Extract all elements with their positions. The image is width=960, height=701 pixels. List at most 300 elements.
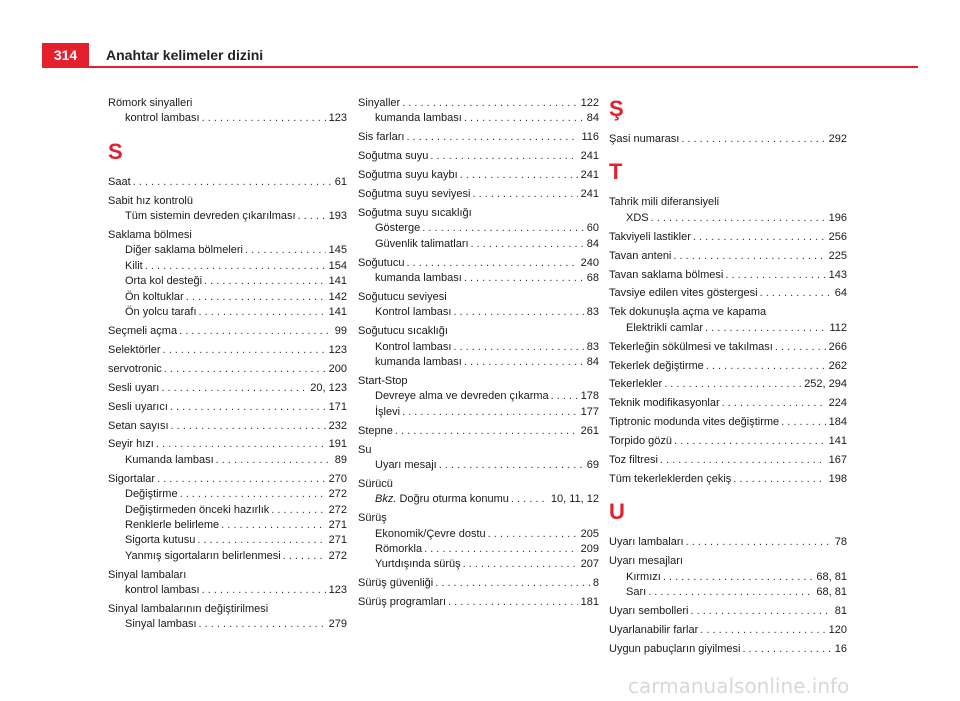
leader-dots	[773, 340, 826, 355]
index-entry	[358, 576, 599, 591]
entry-pages: 143	[828, 268, 847, 281]
entry-pages: 16	[834, 642, 847, 655]
entry-term: Soğutucu	[358, 256, 405, 269]
index-entry	[609, 623, 847, 638]
sub-entry-row	[358, 355, 599, 370]
index-entry	[609, 340, 847, 355]
sub-entry-pages: 68, 81	[816, 570, 847, 583]
index-entry	[609, 434, 847, 449]
leader-dots	[159, 381, 307, 396]
sub-entry-row	[108, 290, 347, 305]
sub-entry-pages: 193	[328, 210, 347, 223]
sub-entry-term	[375, 111, 462, 126]
sub-entry-term	[626, 211, 649, 226]
entry-pages: 232	[328, 419, 347, 432]
sub-entry-term	[375, 527, 486, 542]
sub-entry-row	[358, 542, 599, 557]
sub-entry-text: Elektrikli camlar	[626, 321, 704, 334]
index-column-3	[609, 96, 847, 657]
leader-dots	[471, 187, 578, 202]
sub-entry-text: Kontrol lambası	[375, 340, 452, 353]
entry-term: Tavan anteni	[609, 249, 672, 262]
sub-entry-term	[375, 542, 422, 557]
index-entry	[108, 175, 347, 190]
sub-entry-pages: 123	[328, 584, 347, 597]
sub-entry-pages: 112	[829, 321, 847, 334]
entry-pages: 262	[828, 359, 847, 372]
index-entry	[609, 604, 847, 619]
leader-dots	[178, 487, 326, 502]
entry-row	[358, 187, 599, 202]
leader-dots	[404, 256, 577, 271]
entry-term: Uyarı lambaları	[609, 536, 684, 549]
sub-entry-text: kumanda lambası	[375, 356, 462, 369]
entry-pages: 241	[580, 169, 599, 182]
sub-entry-pages: 196	[828, 211, 847, 224]
leader-dots	[281, 549, 326, 564]
entry-row	[609, 472, 847, 487]
entry-pages: 240	[580, 256, 599, 269]
sub-entry-pages: 84	[586, 237, 599, 250]
sub-entry-text: Renklerle belirleme	[125, 518, 220, 531]
index-entry	[358, 374, 599, 420]
sub-entry-row	[358, 389, 599, 404]
entry-pages: 81	[834, 605, 847, 618]
index-entry	[609, 305, 847, 336]
entry-term: Sesli uyarı	[108, 381, 160, 394]
leader-dots	[704, 359, 826, 374]
entry-pages: 116	[581, 131, 599, 144]
leader-dots	[269, 503, 325, 518]
leader-dots	[446, 595, 578, 610]
leader-dots	[195, 533, 325, 548]
entry-term: Sürüş	[358, 512, 387, 525]
sub-entry-pages: 60	[586, 222, 599, 235]
entry-term: Sürücü	[358, 477, 393, 490]
sub-entry-text: Gösterge	[375, 222, 421, 235]
entry-term: Sürüş programları	[358, 596, 447, 609]
sub-entry-row	[609, 585, 847, 600]
sub-entry-pages: 142	[328, 290, 347, 303]
sub-entry-row	[358, 492, 599, 507]
entry-term: Sinyal lambaları	[108, 568, 187, 581]
sub-entry-text: Ön koltuklar	[125, 290, 184, 303]
section-letter: U	[609, 499, 625, 525]
index-entry	[609, 415, 847, 430]
entry-term: Tiptronic modunda vites değiştirme	[609, 416, 780, 429]
entry-row	[108, 602, 347, 617]
leader-dots	[649, 211, 826, 226]
sub-entry-term	[375, 271, 462, 286]
sub-entry-row	[108, 274, 347, 289]
watermark: carmanualsonline.info	[628, 674, 850, 698]
entry-term: Sinyaller	[358, 97, 401, 109]
sub-entry-row	[108, 518, 347, 533]
see-also-prefix: Bkz.	[375, 493, 397, 506]
index-entry	[108, 228, 347, 320]
sub-entry-term	[125, 533, 195, 548]
leader-dots	[672, 434, 826, 449]
index-entry	[609, 554, 847, 600]
leader-dots	[549, 389, 578, 404]
entry-pages: 224	[828, 397, 847, 410]
entry-pages: 252, 294	[804, 378, 847, 391]
entry-row	[609, 396, 847, 411]
index-entry	[358, 511, 599, 573]
entry-term: Saklama bölmesi	[108, 229, 192, 242]
sub-entry-row	[358, 111, 599, 126]
sub-entry-row	[108, 209, 347, 224]
entry-pages: 198	[828, 473, 847, 485]
sub-entry-pages: 272	[328, 549, 347, 562]
entry-term: Sabit hız kontrolü	[108, 194, 193, 207]
entry-row	[358, 374, 599, 389]
entry-row	[609, 286, 847, 301]
sub-entry-text: Sinyal lambası	[125, 618, 197, 631]
sub-entry-text: Kilit	[125, 259, 143, 272]
entry-row	[108, 437, 347, 452]
leader-dots	[662, 377, 801, 392]
sub-entry-text: Ekonomik/Çevre dostu	[375, 527, 486, 540]
page-number: 314	[42, 43, 89, 67]
entry-row	[108, 175, 347, 190]
sub-entry-term	[375, 221, 420, 236]
leader-dots	[723, 268, 825, 283]
index-column-1	[108, 96, 347, 633]
leader-dots	[684, 535, 832, 550]
index-entry	[108, 343, 347, 358]
leader-dots	[169, 419, 326, 434]
leader-dots	[197, 305, 326, 320]
sub-entry-pages: 84	[586, 112, 599, 125]
sub-entry-text: Yurtdışında sürüş	[375, 558, 461, 571]
leader-dots	[428, 149, 577, 164]
sub-entry-term	[125, 290, 184, 305]
index-entry	[358, 443, 599, 474]
index-entry	[108, 437, 347, 468]
leader-dots	[469, 237, 584, 252]
index-entry	[609, 195, 847, 226]
leader-dots	[731, 472, 825, 487]
sub-entry-pages: 83	[586, 306, 599, 319]
index-entry	[609, 642, 847, 657]
leader-dots	[214, 453, 332, 468]
entry-term: Soğutma suyu seviyesi	[358, 188, 471, 201]
header-rule	[42, 66, 918, 68]
sub-entry-row	[108, 487, 347, 502]
sub-entry-term	[125, 549, 281, 564]
entry-pages: 8	[592, 577, 599, 590]
entry-row	[609, 305, 847, 320]
sub-entry-term	[125, 259, 143, 274]
entry-term: Sis farları	[358, 131, 405, 144]
entry-row	[108, 400, 347, 415]
entry-term: Torpido gözü	[609, 435, 672, 448]
leader-dots	[646, 585, 813, 600]
sub-entry-row	[108, 549, 347, 564]
sub-entry-row	[358, 271, 599, 286]
entry-row	[358, 206, 599, 221]
entry-term: Teknik modifikasyonlar	[609, 397, 720, 410]
entry-row	[609, 453, 847, 468]
entry-row	[609, 535, 847, 550]
entry-row	[358, 130, 599, 145]
entry-row	[108, 568, 347, 583]
leader-dots	[486, 527, 578, 542]
entry-pages: 181	[580, 596, 599, 609]
index-entry	[358, 324, 599, 370]
entry-term: Su	[358, 443, 372, 456]
entry-row	[358, 595, 599, 610]
entry-pages: 122	[580, 97, 599, 109]
leader-dots	[509, 492, 548, 507]
entry-pages: 99	[334, 324, 347, 337]
entry-term: Setan sayısı	[108, 419, 169, 432]
entry-pages: 141	[828, 435, 847, 448]
leader-dots	[691, 230, 826, 245]
entry-term: Tavan saklama bölmesi	[609, 268, 724, 281]
entry-pages: 167	[828, 454, 847, 467]
leader-dots	[451, 340, 583, 355]
entry-row	[609, 415, 847, 430]
entry-term: Saat	[108, 175, 131, 188]
leader-dots	[154, 437, 326, 452]
index-entry	[358, 149, 599, 164]
leader-dots	[461, 557, 578, 572]
entry-term: Soğutma suyu	[358, 150, 429, 163]
sub-entry-row	[108, 453, 347, 468]
sub-entry-term	[125, 243, 243, 258]
sub-entry-text: Kumanda lambası	[125, 453, 214, 466]
sub-entry-pages: 271	[328, 534, 347, 547]
index-entry	[358, 187, 599, 202]
sub-entry-text: Römorkla	[375, 543, 423, 556]
leader-dots	[200, 583, 326, 598]
sub-entry-row	[108, 259, 347, 274]
sub-entry-text: XDS	[626, 211, 649, 224]
sub-entry-pages: 68	[586, 272, 599, 285]
entry-row	[358, 256, 599, 271]
sub-entry-pages: 123	[328, 112, 347, 125]
leader-dots	[703, 321, 826, 336]
entry-term: servotronic	[108, 362, 162, 375]
entry-row	[358, 424, 599, 439]
sub-entry-row	[108, 533, 347, 548]
leader-dots	[758, 286, 832, 301]
index-entry	[108, 419, 347, 434]
entry-term: Seyir hızı	[108, 438, 154, 451]
entry-term: Tekerlekler	[609, 378, 663, 391]
leader-dots	[462, 355, 584, 370]
index-entry	[358, 595, 599, 610]
leader-dots	[393, 424, 578, 439]
entry-row	[358, 511, 599, 526]
entry-term: Takviyeli lastikler	[609, 230, 691, 243]
sub-entry-row	[609, 211, 847, 226]
sub-entry-term	[375, 458, 437, 473]
leader-dots	[679, 132, 825, 147]
sub-entry-row	[108, 243, 347, 258]
entry-term: Sinyal lambalarının değiştirilmesi	[108, 602, 269, 615]
entry-term: Tahrik mili diferansiyeli	[609, 196, 720, 209]
entry-row	[358, 168, 599, 183]
sub-entry-row	[108, 111, 347, 126]
sub-entry-row	[358, 405, 599, 420]
sub-entry-pages: 279	[328, 618, 347, 631]
entry-row	[609, 554, 847, 569]
sub-entry-row	[108, 617, 347, 632]
leader-dots	[658, 453, 826, 468]
entry-term: Soğutucu sıcaklığı	[358, 325, 448, 338]
sub-entry-pages: 178	[580, 390, 599, 403]
index-entry	[108, 96, 347, 127]
leader-dots	[162, 362, 326, 377]
sub-entry-text: Orta kol desteği	[125, 275, 203, 288]
entry-pages: 292	[828, 133, 847, 145]
leader-dots	[462, 271, 584, 286]
sub-entry-term	[626, 321, 703, 336]
index-entry	[358, 256, 599, 287]
leader-dots	[451, 305, 583, 320]
entry-row	[108, 324, 347, 339]
sub-entry-term	[626, 570, 661, 585]
entry-pages: 123	[328, 343, 347, 356]
sub-entry-text: Sigorta kutusu	[125, 534, 196, 547]
entry-row	[609, 377, 847, 392]
sub-entry-term	[125, 209, 296, 224]
index-entry	[609, 230, 847, 245]
sub-entry-term	[125, 583, 200, 598]
entry-pages: 225	[828, 249, 847, 262]
sub-entry-pages: 154	[328, 259, 347, 272]
leader-dots	[688, 604, 831, 619]
sub-entry-pages: 145	[328, 244, 347, 257]
entry-pages: 191	[328, 438, 347, 451]
sub-entry-row	[358, 237, 599, 252]
entry-pages: 266	[828, 340, 847, 353]
entry-term: Selektörler	[108, 343, 161, 356]
entry-row	[108, 228, 347, 243]
entry-row	[609, 359, 847, 374]
sub-entry-text: Kontrol lambası	[375, 306, 452, 319]
entry-row	[108, 472, 347, 487]
index-entry	[108, 324, 347, 339]
entry-term: Seçmeli açma	[108, 324, 178, 337]
entry-row	[358, 576, 599, 591]
entry-pages: 256	[828, 230, 847, 243]
sub-entry-pages: 141	[328, 306, 347, 319]
index-entry	[609, 377, 847, 392]
entry-term: Tek dokunuşla açma ve kapama	[609, 306, 767, 319]
leader-dots	[720, 396, 826, 411]
entry-term: Tüm tekerleklerden çekiş	[609, 473, 732, 485]
sub-entry-text: Yanmış sigortaların belirlenmesi	[125, 549, 281, 562]
leader-dots	[698, 623, 825, 638]
entry-row	[108, 96, 347, 111]
sub-entry-text: Kırmızı	[626, 570, 661, 583]
sub-entry-row	[358, 557, 599, 572]
index-entry	[609, 453, 847, 468]
index-entry	[358, 477, 599, 508]
sub-entry-term	[125, 305, 197, 320]
index-entry	[358, 168, 599, 183]
leader-dots	[197, 617, 326, 632]
index-entry	[108, 602, 347, 633]
entry-row	[609, 604, 847, 619]
entry-pages: 61	[334, 175, 347, 188]
leader-dots	[433, 576, 590, 591]
sub-entry-text: Devreye alma ve devreden çıkarma	[375, 390, 549, 403]
sub-entry-pages: 207	[580, 558, 599, 571]
leader-dots	[420, 221, 584, 236]
entry-row	[108, 343, 347, 358]
entry-pages: 120	[828, 623, 847, 636]
entry-pages: 270	[328, 472, 347, 485]
entry-term: Start-Stop	[358, 375, 408, 387]
entry-row	[108, 194, 347, 209]
sub-entry-text: Doğru oturma konumu	[399, 493, 509, 506]
entry-term: Uyarı mesajları	[609, 555, 683, 568]
index-entry	[609, 132, 847, 147]
sub-entry-pages: 83	[586, 340, 599, 353]
leader-dots	[168, 400, 326, 415]
section-letter: S	[108, 138, 123, 164]
leader-dots	[202, 274, 326, 289]
section-letter: Ş	[609, 96, 624, 121]
sub-entry-text: İşlevi	[375, 405, 401, 418]
index-entry	[358, 206, 599, 252]
leader-dots	[400, 96, 577, 111]
index-entry	[609, 359, 847, 374]
index-entry	[609, 472, 847, 487]
leader-dots	[400, 405, 578, 420]
entry-term: Sürüş güvenliği	[358, 577, 434, 590]
entry-pages: 241	[580, 150, 599, 163]
sub-entry-pages: 141	[328, 275, 347, 288]
sub-entry-pages: 271	[328, 518, 347, 531]
sub-entry-row	[609, 570, 847, 585]
entry-row	[609, 642, 847, 657]
section-letter: T	[609, 159, 623, 185]
sub-entry-pages: 272	[328, 503, 347, 516]
entry-term: Stepne	[358, 424, 393, 437]
sub-entry-term	[375, 305, 451, 320]
sub-entry-row	[358, 305, 599, 320]
entry-term: Sesli uyarıcı	[108, 400, 168, 413]
entry-row	[108, 362, 347, 377]
sub-entry-row	[358, 458, 599, 473]
index-entry	[108, 381, 347, 396]
leader-dots	[671, 249, 825, 264]
sub-entry-text: Sarı	[626, 586, 647, 599]
sub-entry-text: Değiştirmeden önceki hazırlık	[125, 503, 270, 516]
entry-row	[609, 132, 847, 147]
entry-pages: 200	[328, 362, 347, 375]
sub-entry-text: kumanda lambası	[375, 112, 462, 125]
sub-entry-term	[125, 617, 197, 632]
index-entry	[108, 568, 347, 599]
sub-entry-term	[375, 405, 400, 420]
index-entry	[108, 362, 347, 377]
sub-entry-term	[125, 453, 214, 468]
entry-row	[609, 623, 847, 638]
sub-entry-term	[375, 340, 451, 355]
entry-pages: 241	[580, 188, 599, 201]
entry-row	[358, 477, 599, 492]
sub-entry-term	[125, 503, 269, 518]
sub-entry-term	[375, 492, 509, 507]
leader-dots	[200, 111, 326, 126]
